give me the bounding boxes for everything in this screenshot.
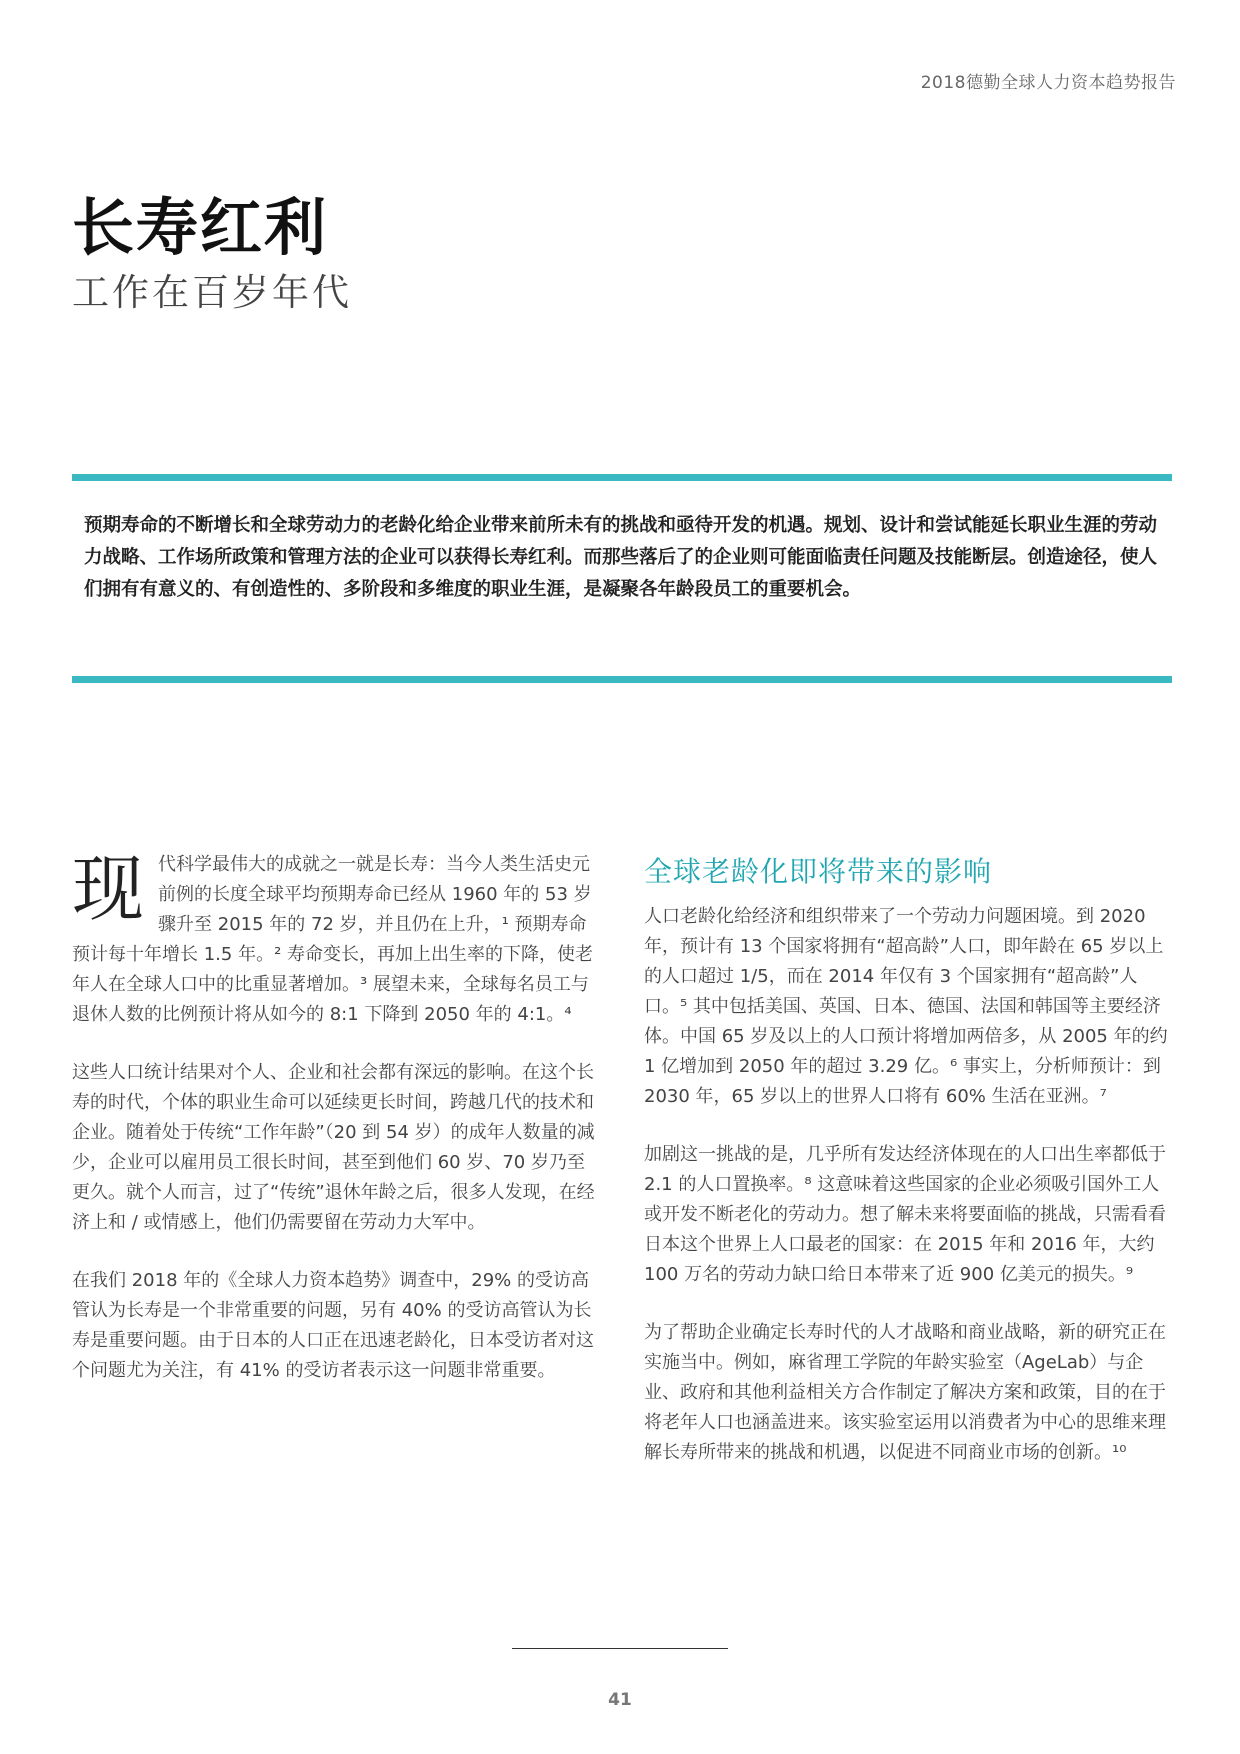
top-divider bbox=[72, 474, 1172, 481]
page-number: 41 bbox=[608, 1690, 632, 1710]
right-paragraph-3: 为了帮助企业确定长寿时代的人才战略和商业战略，新的研究正在实施当中。例如，麻省理工学院的年龄实验室（AgeLab）与企业、政府和其他利益相关方合作制定了解决方案和政策，目的在于将老年人口也涵盖进来。该实验室运用以消费者为中心的思维来理解长寿所带来的挑战和机遇，以促进不同商业市场的创新。¹⁰ bbox=[644, 1322, 1166, 1463]
bottom-divider bbox=[72, 676, 1172, 683]
report-header: 2018德勤全球人力资本趋势报告 bbox=[920, 73, 1176, 93]
footer-divider bbox=[512, 1648, 728, 1649]
right-paragraph-1: 人口老龄化给经济和组织带来了一个劳动力问题困境。到 2020 年，预计有 13 个国家将拥有“超高龄”人口，即年龄在 65 岁以上的人口超过 1/5，而在 2014 年仅有 3 个国家拥有“超高龄”人口。⁵ 其中包括美国、英国、日本、德国、法国和韩国等主要经济体。中国 65 岁及以上的人口预计将增加两倍多，从 2005 年的约 1 亿增加到 2050 年的超过 3.29 亿。⁶ 事实上，分析师预计：到 2030 年，65 岁以上的世界人口将有 60% 生活在亚洲。⁷ bbox=[644, 906, 1168, 1107]
left-paragraph-1-text: 代科学最伟大的成就之一就是长寿：当今人类生活史元前例的长度全球平均预期寿命已经从 1960 年的 53 岁骤升至 2015 年的 72 岁，并且仍在上升，¹ 预期寿命预计每十年增长 1.5 年。² 寿命变长，再加上出生率的下降，使老年人在全球人口中的比重显著增加。³ 展望未来，全球每名员工与退休人数的比例预计将从如今的 8:1 下降到 2050 年的 4:1。⁴ bbox=[72, 854, 594, 1025]
page-title: 长寿红利 bbox=[72, 191, 329, 264]
section-heading: 全球老龄化即将带来的影响 bbox=[644, 855, 993, 888]
drop-cap: 现 bbox=[72, 847, 145, 931]
left-paragraph-2: 这些人口统计结果对个人、企业和社会都有深远的影响。在这个长寿的时代，个体的职业生命可以延续更长时间，跨越几代的技术和企业。随着处于传统“工作年龄”（20 到 54 岁）的成年人数量的减少，企业可以雇用员工很长时间，甚至到他们 60 岁、70 岁乃至更久。就个人而言，过了“传统”退休年龄之后，很多人发现，在经济上和 / 或情感上，他们仍需要留在劳动力大军中。 bbox=[72, 1062, 595, 1233]
page-subtitle: 工作在百岁年代 bbox=[72, 271, 352, 314]
left-paragraph-1 bbox=[72, 847, 602, 1030]
intro-summary: 预期寿命的不断增长和全球劳动力的老龄化给企业带来前所未有的挑战和亟待开发的机遇。规划、设计和尝试能延长职业生涯的劳动力战略、工作场所政策和管理方法的企业可以获得长寿红利。而那些落后了的企业则可能面临责任问题及技能断层。创造途径，使人们拥有有意义的、有创造性的、多阶段和多维度的职业生涯，是凝聚各年龄段员工的重要机会。 bbox=[84, 515, 1158, 600]
right-paragraph-2: 加剧这一挑战的是，几乎所有发达经济体现在的人口出生率都低于 2.1 的人口置换率。⁸ 这意味着这些国家的企业必须吸引国外工人或开发不断老化的劳动力。想了解未来将要面临的挑战，只需看看日本这个世界上人口最老的国家：在 2015 年和 2016 年，大约 100 万名的劳动力缺口给日本带来了近 900 亿美元的损失。⁹ bbox=[644, 1144, 1166, 1285]
right-column bbox=[644, 902, 1172, 1496]
left-paragraph-3: 在我们 2018 年的《全球人力资本趋势》调查中，29% 的受访高管认为长寿是一个非常重要的问题，另有 40% 的受访高管认为长寿是重要问题。由于日本的人口正在迅速老龄化，日本受访者对这个问题尤为关注，有 41% 的受访者表示这一问题非常重要。 bbox=[72, 1270, 594, 1381]
left-column bbox=[72, 847, 602, 1414]
